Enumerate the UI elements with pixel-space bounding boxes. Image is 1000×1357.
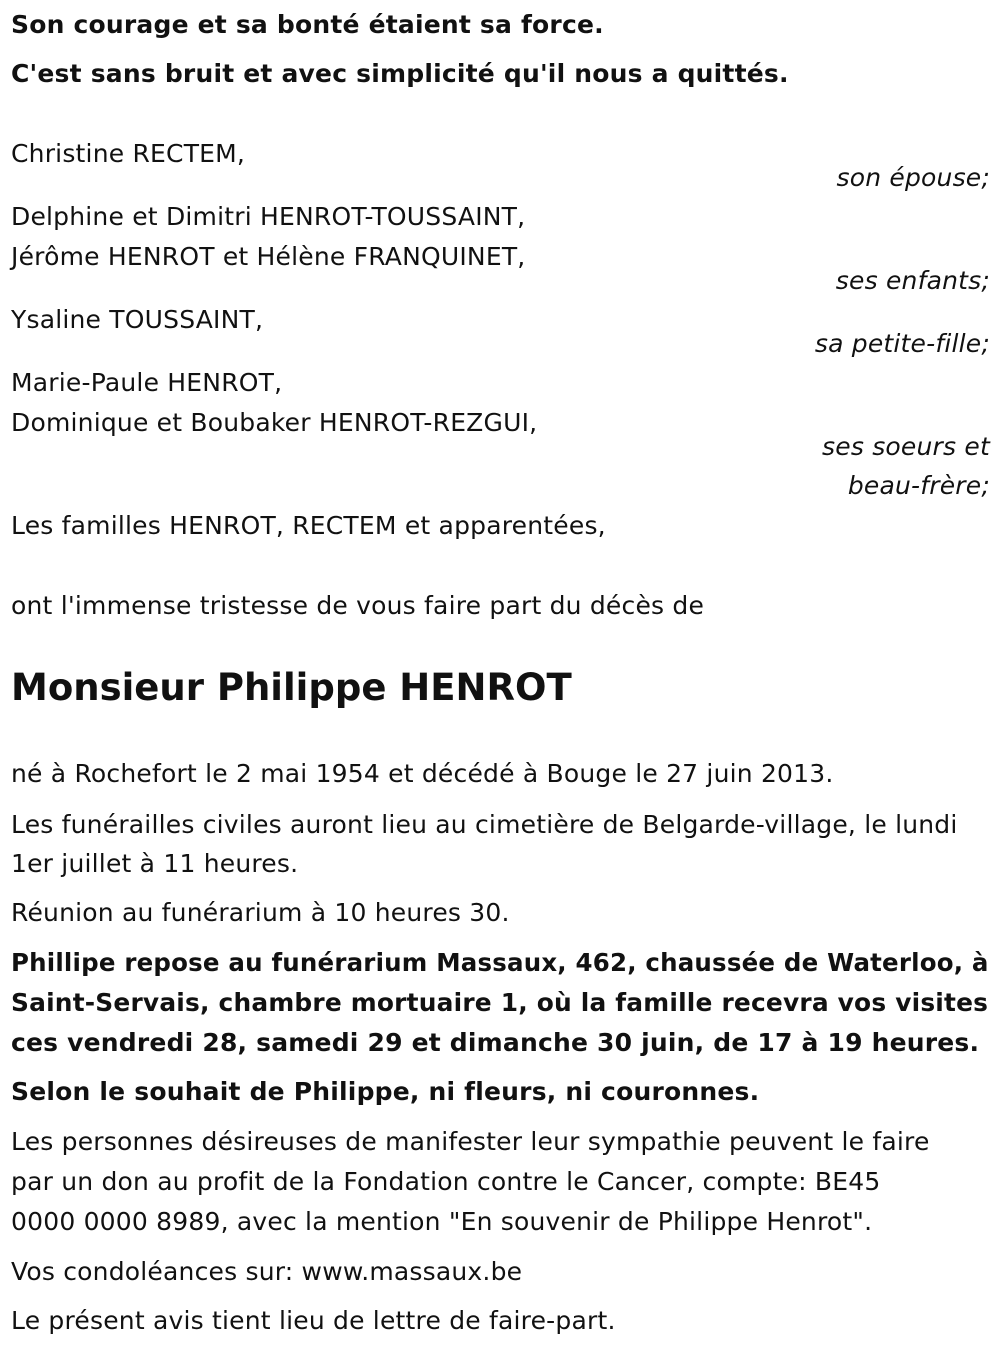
family-sister-name-2: Dominique et Boubaker HENROT-REZGUI,: [11, 408, 538, 437]
donation-line-1: Les personnes désireuses de manifester leur sympathie peuvent le faire: [11, 1127, 930, 1156]
header-line-2: C'est sans bruit et avec simplicité qu'il nous a quittés.: [11, 59, 789, 88]
family-spouse-role: son épouse;: [836, 163, 990, 192]
family-child-name-1: Delphine et Dimitri HENROT-TOUSSAINT,: [11, 202, 526, 231]
footer-text: Le présent avis tient lieu de lettre de faire-part.: [11, 1306, 616, 1335]
wish-text: Selon le souhait de Philippe, ni fleurs, ni couronnes.: [11, 1077, 760, 1106]
family-granddaughter-role: sa petite-fille;: [814, 329, 990, 358]
family-spouse-name: Christine RECTEM,: [11, 139, 246, 168]
family-sisters-role-1: ses soeurs et: [822, 432, 990, 461]
family-child-name-2: Jérôme HENROT et Hélène FRANQUINET,: [11, 242, 526, 271]
birth-death-text: né à Rochefort le 2 mai 1954 et décédé à Bouge le 27 juin 2013.: [11, 759, 834, 788]
condolences-text: Vos condoléances sur: www.massaux.be: [11, 1257, 523, 1286]
family-sister-name-1: Marie-Paule HENROT,: [11, 368, 283, 397]
meeting-text: Réunion au funérarium à 10 heures 30.: [11, 898, 510, 927]
header-line-1: Son courage et sa bonté étaient sa force.: [11, 10, 604, 39]
donation-line-2: par un don au profit de la Fondation contre le Cancer, compte: BE45: [11, 1167, 881, 1196]
visit-line-1: Phillipe repose au funérarium Massaux, 462, chaussée de Waterloo, à: [11, 948, 989, 977]
funeral-line-2: 1er juillet à 11 heures.: [11, 849, 299, 878]
donation-line-3: 0000 0000 8989, avec la mention "En souvenir de Philippe Henrot".: [11, 1207, 873, 1236]
announcement-text: ont l'immense tristesse de vous faire part du décès de: [11, 591, 705, 620]
family-children-role: ses enfants;: [835, 266, 990, 295]
visit-line-3: ces vendredi 28, samedi 29 et dimanche 30 juin, de 17 à 19 heures.: [11, 1028, 980, 1057]
visit-line-2: Saint-Servais, chambre mortuaire 1, où la famille recevra vos visites: [11, 988, 989, 1017]
funeral-line-1: Les funérailles civiles auront lieu au cimetière de Belgarde-village, le lundi: [11, 810, 958, 839]
family-relatives: Les familles HENROT, RECTEM et apparentées,: [11, 511, 606, 540]
family-granddaughter-name: Ysaline TOUSSAINT,: [11, 305, 264, 334]
family-sisters-role-2: beau-frère;: [847, 471, 990, 500]
deceased-name: Monsieur Philippe HENROT: [11, 666, 572, 709]
